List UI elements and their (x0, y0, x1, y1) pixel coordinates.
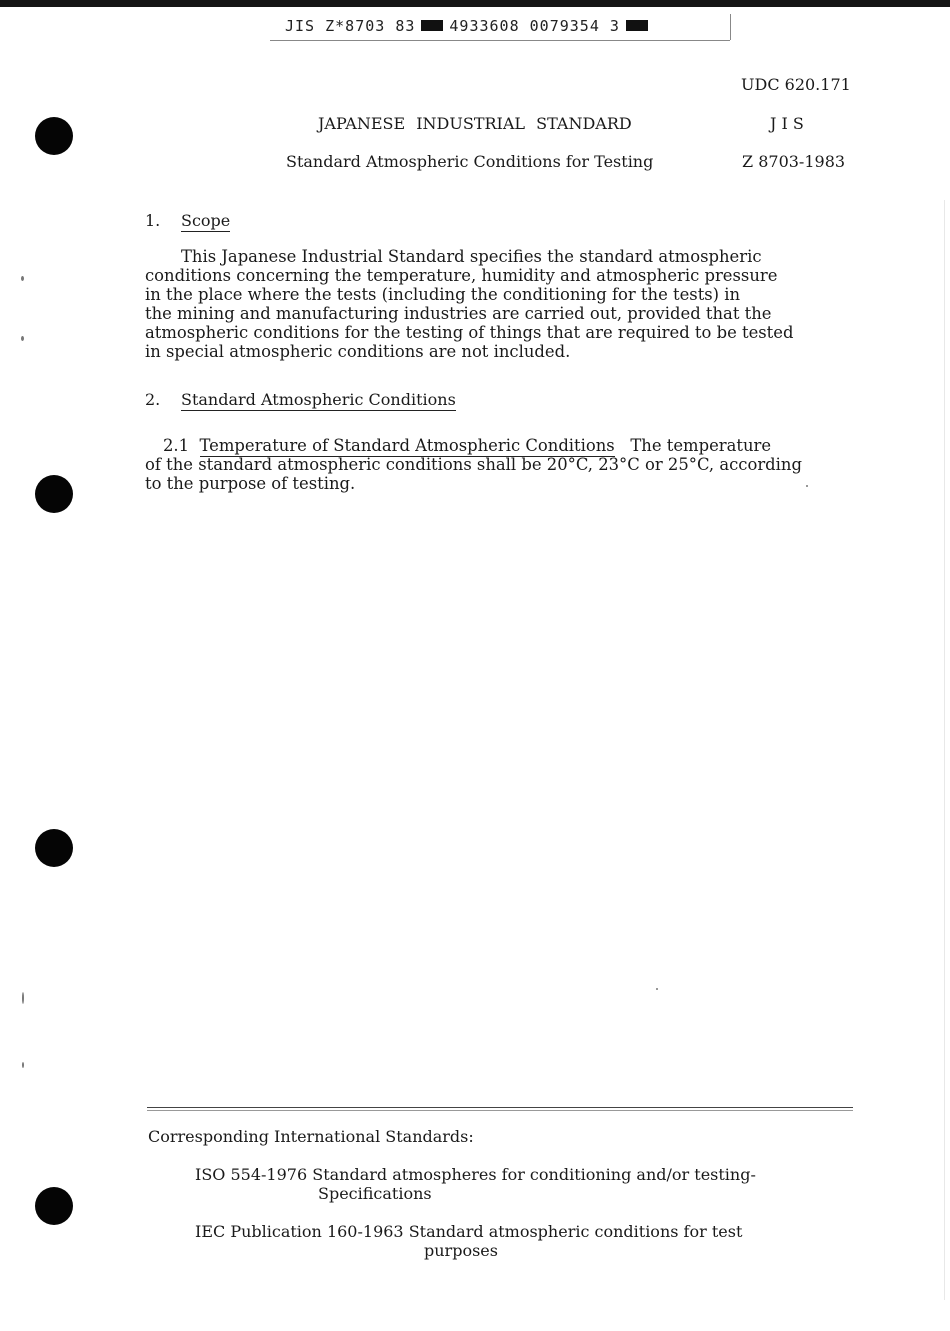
paragraph-line: in special atmospheric conditions are not included. (145, 342, 571, 361)
header-rule-vertical (730, 14, 731, 40)
scan-header-code (285, 17, 654, 35)
designation: Z 8703-1983 (742, 152, 846, 171)
scan-speck (22, 1062, 24, 1068)
punch-hole (35, 1187, 73, 1225)
iso-reference-cont: Specifications (318, 1184, 432, 1203)
paragraph-line: atmospheric conditions for the testing of things that are required to be tested (145, 323, 794, 342)
iec-reference-cont: purposes (424, 1241, 498, 1260)
footnote-rule (147, 1107, 853, 1108)
clause-2-1-paragraph (145, 436, 875, 493)
paragraph-line: of the standard atmospheric conditions shall be 20°C, 23°C or 25°C, according (145, 455, 802, 474)
clause-2-1-heading: Temperature of Standard Atmospheric Conditions (199, 436, 615, 455)
standard-type: JAPANESE INDUSTRIAL STANDARD (318, 114, 632, 133)
section-2-heading: Standard Atmospheric Conditions (181, 390, 456, 409)
scan-speck (22, 992, 24, 1004)
iso-reference: ISO 554-1976 Standard atmospheres for conditioning and/or testing- (195, 1165, 756, 1184)
paragraph-line: in the place where the tests (including the conditioning for the tests) in (145, 285, 741, 304)
header-rule (270, 40, 730, 41)
black-block-mark (421, 20, 443, 31)
footnote-rule (147, 1110, 853, 1111)
scan-speck (21, 276, 24, 281)
clause-2-1-number: 2.1 (163, 436, 190, 455)
jis-mark: J I S (770, 114, 804, 133)
scan-header-part2: 4933608 0079354 3 (449, 17, 620, 35)
udc-code: UDC 620.171 (741, 75, 851, 94)
paragraph-line (145, 436, 875, 455)
corresponding-standards-label: Corresponding International Standards: (148, 1127, 474, 1146)
scan-speck (656, 988, 658, 990)
paragraph-line: conditions concerning the temperature, humidity and atmospheric pressure (145, 266, 778, 285)
clause-2-1-lead: The temperature (630, 436, 772, 455)
paragraph-line: the mining and manufacturing industries are carried out, provided that the (145, 304, 772, 323)
scan-top-border (0, 0, 950, 7)
punch-hole (35, 829, 73, 867)
document-title: Standard Atmospheric Conditions for Testing (286, 152, 654, 171)
punch-hole (35, 475, 73, 513)
paragraph-line: This Japanese Industrial Standard specifies the standard atmospheric (181, 247, 762, 266)
paragraph-line: to the purpose of testing. (145, 474, 356, 493)
section-1-heading: Scope (181, 211, 231, 230)
black-block-mark (626, 20, 648, 31)
scan-edge (944, 200, 945, 1300)
scope-paragraph (145, 247, 875, 361)
section-1-number: 1. (145, 211, 161, 230)
section-2-number: 2. (145, 390, 161, 409)
iec-reference: IEC Publication 160-1963 Standard atmospheric conditions for test (195, 1222, 743, 1241)
scan-speck (21, 336, 24, 341)
punch-hole (35, 117, 73, 155)
scan-header-part1: JIS Z*8703 83 (285, 17, 416, 35)
